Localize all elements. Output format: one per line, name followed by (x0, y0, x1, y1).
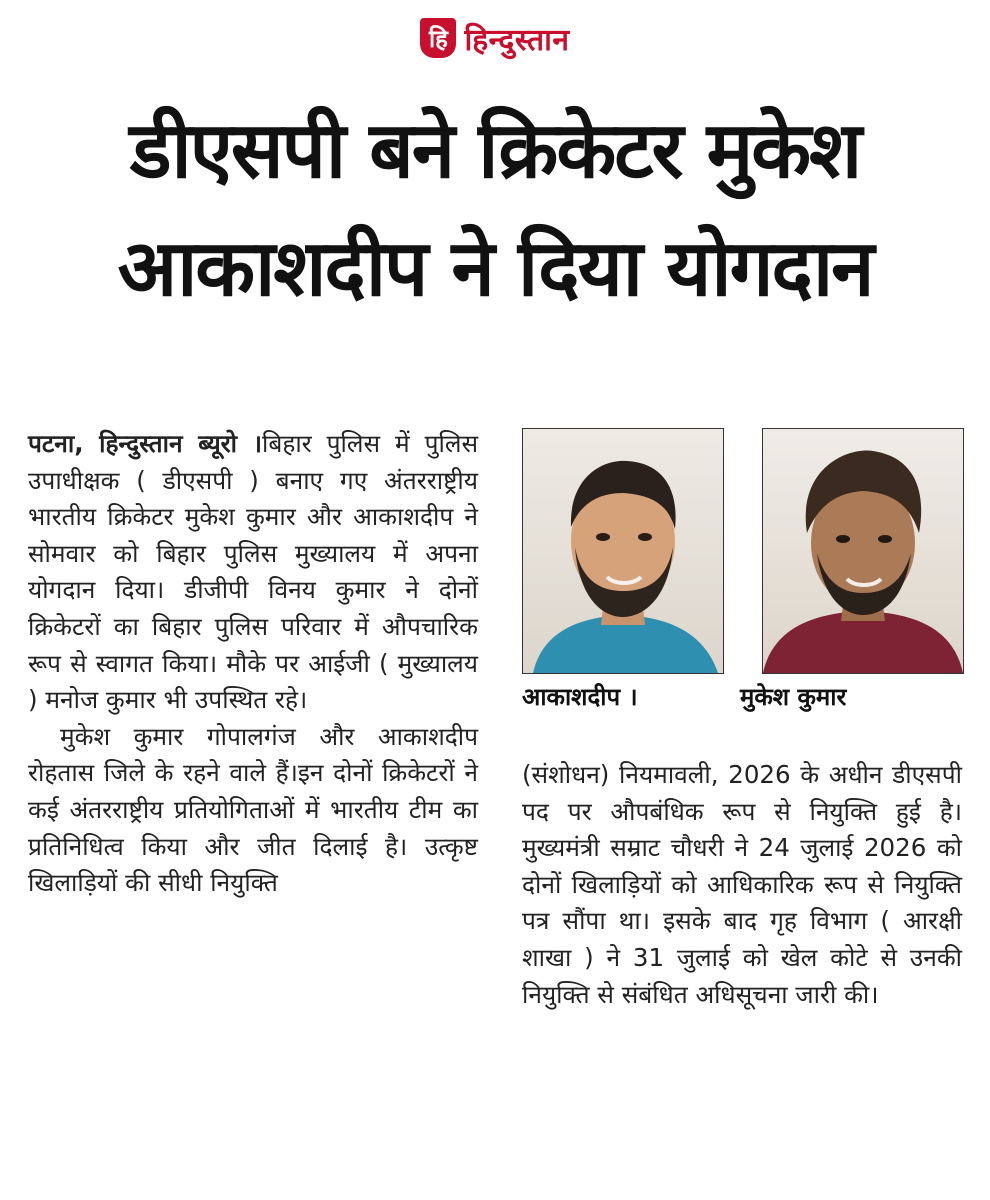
photo-caption-akashdeep: आकाशदीप । (522, 683, 638, 711)
article-paragraph-3: (संशोधन) नियमावली, 2026 के अधीन डीएसपी पद पर औपबंधिक रूप से नियुक्ति हुई है। मुख्यमंत्री सम्राट चौधरी ने 24 जुलाई 2026 को दोनों खिलाड़ियों को आधिकारिक रूप से नियुक्ति पत्र सौंपा था। इसके बाद गृह विभाग ( आरक्षी शाखा ) ने 31 जुलाई को खेल कोटे से उनकी नियुक्ति से संबंधित अधिसूचना जारी की। (522, 760, 962, 1009)
portrait-mukesh-kumar-icon (763, 429, 963, 673)
newspaper-logo-icon: हि (420, 18, 456, 58)
newspaper-name: हिन्दुस्तान (464, 22, 570, 58)
article-column-left (28, 426, 478, 902)
headline (18, 92, 972, 328)
article-paragraph-1-text: बिहार पुलिस में पुलिस उपाधीक्षक ( डीएसपी ) बनाए गए अंतरराष्ट्रीय भारतीय क्रिकेटर मुकेश कुमार और आकाशदीप ने सोमवार को बिहार पुलिस मुख्यालय में अपना योगदान दिया। डीजीपी विनय कुमार ने दोनों क्रिकेटरों का बिहार पुलिस परिवार में औपचारिक रूप से स्वागत किया। मौके पर आईजी ( मुख्यालय ) मनोज कुमार भी उपस्थित रहे। (28, 429, 479, 715)
dateline: पटना, हिन्दुस्तान ब्यूरो । (28, 429, 262, 458)
portrait-akashdeep-icon (523, 429, 723, 673)
headline-line-1: डीएसपी बने क्रिकेटर मुकेश (129, 106, 861, 196)
masthead (0, 12, 990, 64)
article-paragraph-2: मुकेश कुमार गोपालगंज और आकाशदीप रोहतास जिले के रहने वाले हैं।इन दोनों क्रिकेटरों ने कई अंतरराष्ट्रीय प्रतियोगिताओं में भारतीय टीम का प्रतिनिधित्व किया और जीत दिलाई है। उत्कृष्ट खिलाड़ियों की सीधी नियुक्ति (28, 721, 478, 898)
headline-line-2: आकाशदीप ने दिया योगदान (117, 224, 873, 314)
article-column-right (522, 757, 962, 1013)
photo-akashdeep (522, 428, 724, 674)
article-paragraph-1 (28, 426, 478, 719)
photo-mukesh-kumar (762, 428, 964, 674)
photo-caption-mukesh-kumar: मुकेश कुमार (740, 683, 847, 711)
